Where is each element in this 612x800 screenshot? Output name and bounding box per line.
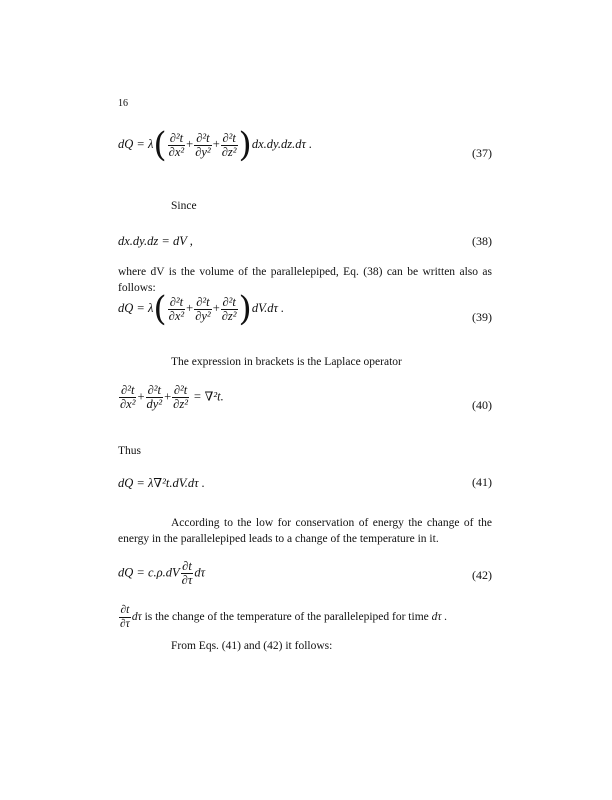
equation-39 (118, 289, 492, 329)
numerator: ∂²t (168, 132, 185, 146)
operator: + (164, 389, 172, 404)
equation-41 (118, 475, 492, 491)
eq42-rhs: dτ (194, 565, 206, 580)
eq38-expr: dx.dy.dz = dV , (118, 234, 193, 248)
numerator: ∂²t (119, 384, 136, 398)
fraction (146, 384, 164, 411)
fraction (194, 132, 211, 159)
since-text: Since (171, 200, 197, 212)
operator: + (186, 136, 194, 151)
fraction (221, 296, 238, 323)
equation-number: (38) (472, 234, 492, 248)
numerator: ∂²t (194, 296, 211, 310)
paragraph-from: From Eqs. (41) and (42) it follows: (171, 640, 333, 652)
numerator: ∂²t (222, 294, 236, 309)
equation-38 (118, 234, 492, 249)
fraction (194, 296, 211, 323)
d-tau-tail: dτ . (431, 611, 448, 624)
fraction (119, 384, 136, 411)
eq39-lhs: dQ = λ (118, 300, 154, 315)
denominator: ∂y² (195, 144, 211, 159)
equation-number: (37) (472, 146, 492, 160)
right-paren: ) (238, 125, 252, 165)
operator: + (212, 136, 220, 151)
denominator: ∂x² (168, 144, 185, 159)
denominator: ∂y² (195, 308, 211, 323)
thus-text: Thus (118, 445, 141, 457)
equation-number: (41) (472, 475, 492, 489)
numerator: ∂²t (146, 384, 164, 398)
eq40-rhs: = ∇²t. (193, 389, 224, 404)
denominator: dy² (146, 397, 163, 411)
denominator: ∂z² (173, 397, 188, 411)
denominator: ∂τ (120, 618, 130, 630)
paragraph-laplace: The expression in brackets is the Laplace operator (171, 356, 402, 368)
denominator: ∂x² (120, 397, 136, 411)
fraction (168, 296, 185, 323)
denominator: ∂z² (221, 308, 237, 323)
eq39-rhs: dV.dτ . (251, 300, 285, 315)
denominator: ∂x² (168, 308, 185, 323)
fraction (172, 384, 189, 411)
numerator: ∂t (120, 604, 130, 616)
numerator: ∂t (182, 559, 192, 573)
operator: + (212, 300, 220, 315)
left-paren: ( (153, 289, 167, 329)
eq41-expr: dQ = λ∇²t.dV.dτ . (118, 476, 205, 490)
numerator: ∂²t (168, 296, 185, 310)
equation-40 (118, 384, 492, 411)
page-number: 16 (118, 98, 128, 109)
paragraph-according: According to the low for conservation of energy the change of the energy in the parallelepiped leads to a change of the temperature in it. (118, 517, 492, 545)
denominator: ∂τ (181, 573, 193, 587)
denominator: ∂z² (221, 144, 237, 159)
equation-42 (118, 560, 492, 587)
equation-number: (40) (472, 398, 492, 412)
fraction (119, 604, 131, 631)
d-tau: dτ (131, 611, 142, 624)
eq42-lhs: dQ = c.ρ.dV (118, 565, 180, 580)
operator: + (186, 300, 194, 315)
equation-37 (118, 125, 492, 165)
eq37-lhs: dQ = λ (118, 136, 154, 151)
paragraph-where: where dV is the volume of the parallelepiped, Eq. (38) can be written also as follows: (118, 266, 492, 294)
paragraph-change (118, 604, 492, 631)
operator: + (137, 389, 145, 404)
numerator: ∂²t (222, 130, 236, 145)
fraction (168, 132, 185, 159)
numerator: ∂²t (194, 132, 211, 146)
numerator: ∂²t (173, 383, 188, 397)
fraction (221, 132, 238, 159)
left-paren: ( (153, 125, 167, 165)
equation-number: (39) (472, 310, 492, 324)
change-text: is the change of the temperature of the parallelepiped for time (141, 611, 432, 624)
right-paren: ) (238, 289, 252, 329)
fraction (181, 560, 194, 587)
equation-number: (42) (472, 568, 492, 582)
eq37-rhs: dx.dy.dz.dτ . (251, 136, 313, 151)
